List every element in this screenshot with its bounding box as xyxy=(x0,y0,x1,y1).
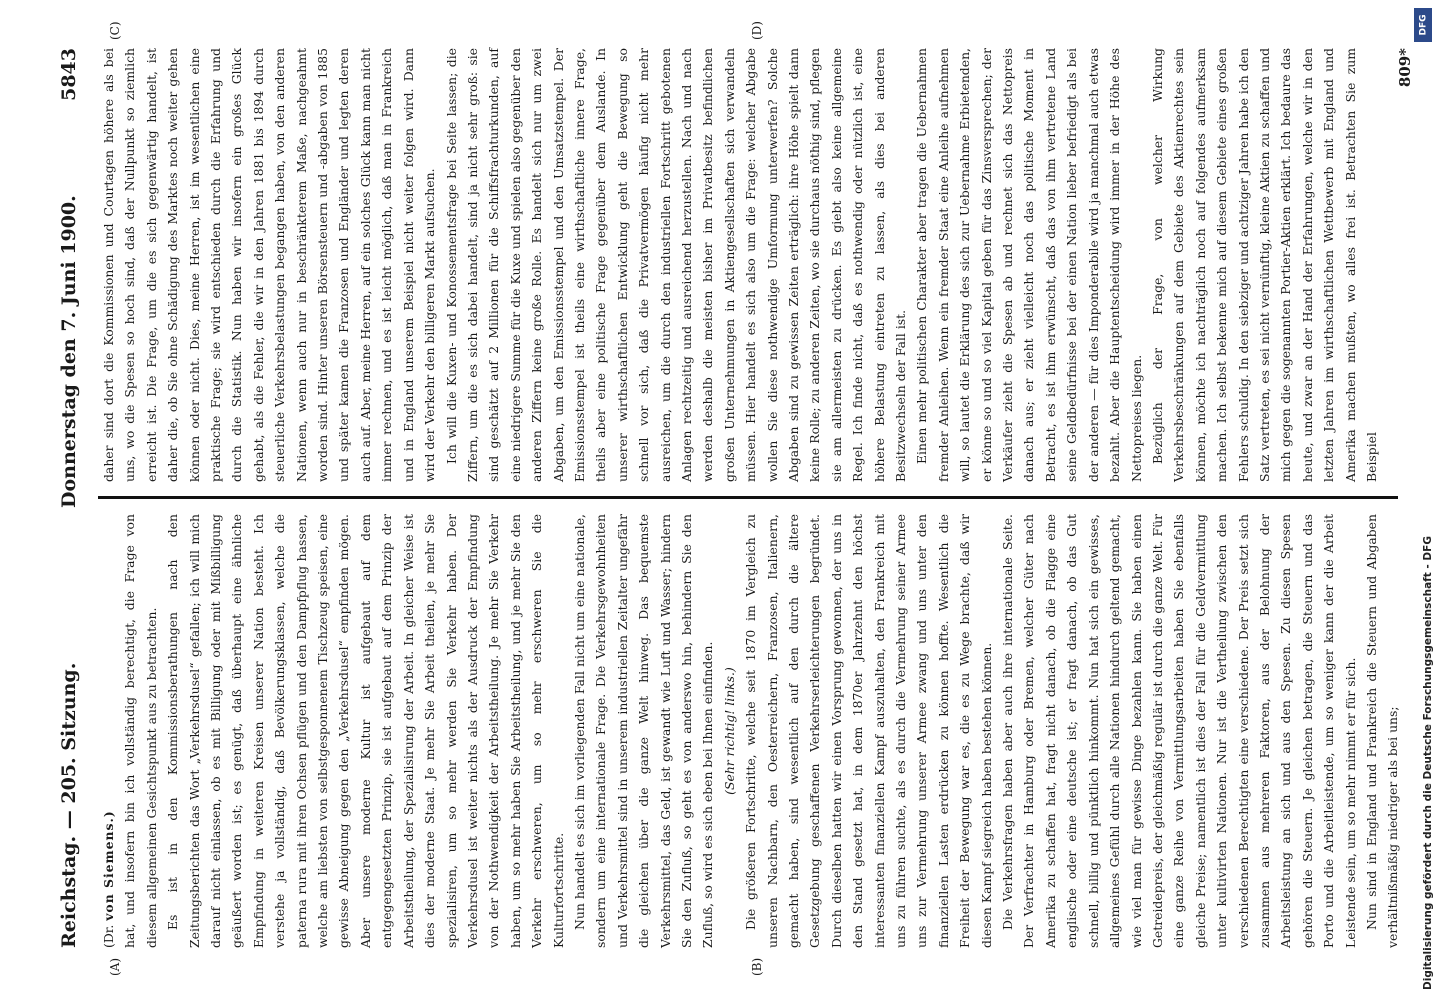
rotated-page xyxy=(50,21,1414,976)
speaker-name: von Siemens.) xyxy=(101,810,116,921)
paragraph: daher sind dort die Kommissionen und Courtagen höhere als bei uns, wo die Spesen so hoch sind, daß der Nullpunkt so ziemlich erreicht ist. Die Frage, um die es sich gegenwärtig handelt, ist daher die, ob Sie ohne Schädigung des Marktes noch weiter gehen können oder nicht. Dies, meine Herren, ist im wesentlichen eine praktische Frage; sie wird entschieden durch die Erfahrung und durch die Statistik. Nun haben wir insofern ein großes Glück gehabt, als die Fehler, die wir in den Jahren 1881 bis 1894 durch steuerliche Verkehrsbelastungen begangen haben, von den anderen Nationen, wenn auch nur in beschränkterem Maße, nachgeahmt worden sind. Hinter unseren Börsensteuern und -abgaben von 1885 und später kamen die Franzosen und Engländer und legten deren auch auf. Aber, meine Herren, auf ein solches Glück kann man nicht immer rechnen, und es ist leicht möglich, daß man in Frankreich und in England unserem Beispiel nicht weiter folgen wird. Dann wird der Verkehr den billigeren Markt aufsuchen. xyxy=(101,48,438,482)
paragraph: Bezüglich der Frage, von welcher Wirkung Verkehrsbeschränkungen auf dem Gebiete des Aktienrechtes sein können, möchte ich nachträglich noch auf folgendes aufmerksam machen. Ich selbst bekenne mich auf diesem Gebiete eines großen Fehlers schuldig. In den siebziger und achtziger Jahren habe ich den Satz vertreten, es sei nicht vernünftig, kleine Aktien zu schaffen und mich gegen die sogenannten Portier-Aktien erklärt. Ich bedaure das heute, und zwar an der Hand der Erfahrungen, welche wir in den letzten Jahren im wirthschaftlichen Wettbewerb mit England und Amerika machen mußten, wo alles frei ist. Betrachten Sie zum Beispiel xyxy=(1149,48,1379,482)
paragraph: Die Verkehrsfragen haben aber auch ihre internationale Seite. Der Verfrachter in Hamburg oder Bremen, welcher Güter nach Amerika zu schaffen hat, fragt nicht danach, ob die Flagge eine englische oder eine deutsche ist; er fragt danach, ob das Gut schnell, billig und pünktlich hinkommt. Nun hat sich ein gewisses, allgemeines Gefühl durch alle Nationen hindurch geltend gemacht, wie viel man für gewisse Dinge bezahlen kann. Sie haben einen Getreidepreis, der gleichmäßig regulär ist durch die ganze Welt. Für eine ganze Reihe von Vermittlungsarbeiten haben Sie ebenfalls gleiche Preise; namentlich ist dies der Fall für die Geldvermittlung unter kultivirten Nationen. Nur ist die Vertheilung zwischen den verschiedenen Berechtigten eine verschiedene. Der Preis setzt sich zusammen aus mehreren Faktoren, aus der Belohnung der Arbeitsleistung an sich und aus den Spesen. Zu diesen Spesen gehören die Steuern. Je gleichen betragen, die Steuern und das Porto und die Arbeitleistende, um so weniger kann der die Arbeit Leistende sein, um so mehr nimmt er für sich. xyxy=(1000,514,1358,948)
dfg-logo xyxy=(1414,8,1432,42)
sheet-number: 809* xyxy=(1396,48,1414,88)
paragraph xyxy=(98,514,119,948)
paragraph: Nun handelt es sich im vorliegenden Fall nicht um eine nationale, sondern um eine internationale Frage. Die Verkehrsgewohnheiten und Verkehrsmittel sind in unserem industriellen Zeitalter ungefähr die gleichen über die ganze Welt hinweg. Das bequemste Verkehrsmittel, das Geld, ist gewandt wie Luft und Wasser; hindern Sie den Zufluß, so geht es von anderswo hin, behindern Sie den Zufluß, so wird es sich eben bei Ihnen einfinden. xyxy=(571,514,716,948)
margin-marker-c: (C) xyxy=(108,21,122,40)
paragraph: Einen mehr politischen Charakter aber tragen die Uebernahmen fremder Anleihen. Wenn ein fremder Staat eine Anleihe aufnehmen will, so lautet die Erklärung des sich zur Uebernahme Erbietenden, er könne so und so viel Kapital geben für das Zinsversprechen; der Verkäufer zieht die Spesen ab und rechnet sich das Nettopreis danach aus; er zieht vielleicht noch das politische Moment in Betracht, es ist ihm erwünscht, daß das von ihm vertretene Land seine Geldbedürfnisse bei der einen Nation lieber befriedigt als bei der anderen — für dies Imponderabile wird ja manchmal auch etwas bezahlt. Aber die Hauptentscheidung wird immer in der Höhe des Nettopreises liegen. xyxy=(914,48,1144,482)
paragraph: Nun sind in England und Frankreich die Steuern und Abgaben verhältnißmäßig niedriger als bei uns; xyxy=(1363,514,1401,948)
header-date: Donnerstag den 7. Juni 1900. xyxy=(58,195,80,508)
paragraph: Ich will die Kuxen- und Konossementsfrage bei Seite lassen; die Ziffern, um die es sich dabei handelt, sind ja nicht sehr groß: sie sind geschätzt auf 2 Millionen für die Schiffsfrachturkunden, auf eine niedrigere Summe für die Kuxe und spielen also gegenüber den anderen Ziffern keine große Rolle. Es handelt sich nur um zwei Abgaben, um den Emissionsstempel und den Umsatzstempel. Der Emissionsstempel ist theils eine wirthschaftliche innere Frage, theils aber eine politische Frage gegenüber dem Auslande. In unserer wirthschaftlichen Entwicklung geht die Bewegung so schnell vor sich, daß die Privatvermögen häufig nicht mehr ausreichen, um die durch den industriellen Fortschritt gebotenen Anlagen rechtzeitig und ausreichend herzustellen. Nach und nach werden deshalb die meisten bisher im Privatbesitz befindlichen großen Unternehmungen in Aktiengesellschaften sich verwandeln müssen. Hier handelt es sich also um die Frage: welcher Abgabe wollen Sie diese nothwendige Umformung unterwerfen? Solche Abgaben sind zu gewissen Zeiten erträglich: ihre Höhe spielt dann keine Rolle; zu anderen Zeiten, wo sie durchaus nöthig sind, pflegen sie am allermeisten zu drücken. Es giebt also keine allgemeine Regel. Ich finde nicht, daß es nothwendig oder nützlich ist, eine höhere Belastung eintreten zu lassen, als dies bei anderen Besitzwechseln der Fall ist. xyxy=(443,48,909,482)
dfg-logo-text: DFG xyxy=(1418,14,1429,36)
left-text-column xyxy=(98,514,1401,948)
speaker-prefix: (Dr. xyxy=(101,924,116,948)
paragraph: Es ist in den Kommissionsberathungen nach den Zeitungsberichten das Wort „Verkehrsdusel“ gefallen; ich will mich darauf nicht einlassen, ob es mit Billigung oder mit Mißbilligung geäußert worden ist; es genügt, daß überhaupt eine ähnliche Empfindung in weiteren Kreisen unserer Nation besteht. Ich verstehe ja vollständig, daß Bevölkerungsklassen, welche die paterna rura mit ihren Ochsen pflügen und den Dampfpflug hassen, welche am liebsten von selbstgesponnenem Tischzeug speisen, eine gewisse Abneigung gegen den „Verkehrsdusel“ empfinden mögen. Aber unsere moderne Kultur ist aufgebaut auf dem entgegengesetzten Prinzip, sie ist aufgebaut auf dem Prinzip der Arbeitstheilung, der Spezialisirung der Arbeit. In gleicher Weise ist dies der moderne Staat. Je mehr Sie Arbeit theilen, je mehr Sie spezialisiren, um so mehr werden Sie Verkehr haben. Der Verkehrsdusel ist weiter nichts als der Ausdruck der Empfindung von der Nothwendigkeit der Arbeitstheilung. Je mehr Sie Verkehr haben, um so mehr haben Sie Arbeitstheilung, und je mehr Sie den Verkehr erschweren, um so mehr erschweren Sie die Kulturfortschritte. xyxy=(165,514,566,948)
interjection: (Sehr richtig! links.) xyxy=(721,667,737,795)
margin-marker-d: (D) xyxy=(750,21,764,40)
page-number: 5843 xyxy=(58,48,80,101)
column-divider xyxy=(98,496,1398,499)
right-text-column xyxy=(98,48,1398,482)
paragraph: hat, und insofern bin ich vollständig berechtigt, die Frage von diesem allgemeinen Gesichtspunkt aus zu betrachten. xyxy=(122,514,159,948)
margin-marker-b: (B) xyxy=(750,957,764,976)
digitization-credit: Digitalisierung gefördert durch die Deutsche Forschungsgemeinschaft - DFG xyxy=(1422,536,1434,990)
header-left-title: Reichstag. — 205. Sitzung. xyxy=(58,662,80,948)
page-header xyxy=(50,48,90,948)
paragraph: Die größeren Fortschritte, welche seit 1870 im Vergleich zu unseren Nachbarn, den Oesterreichern, Franzosen, Italienern, gemacht haben, sind wesentlich auf den durch die ältere Gesetzgebung geschaffenen Verkehrserleichterungen begründet. Durch dieselben hatten wir einen Vorsprung gewonnen, der uns in den Stand gesetzt hat, in dem 1870er Jahrzehnt den höchst interessanten finanziellen Kampf auszuhalten, den Frankreich mit uns zu führen suchte, als es durch die Vermehrung seiner Armee uns zur Vermehrung unserer Armee zwang und uns unter den finanziellen Lasten erdrücken zu können hoffte. Wesentlich die Freiheit der Bewegung war es, die es zu Wege brachte, daß wir diesen Kampf siegreich haben bestehen können. xyxy=(743,514,994,948)
margin-marker-a: (A) xyxy=(108,957,122,976)
